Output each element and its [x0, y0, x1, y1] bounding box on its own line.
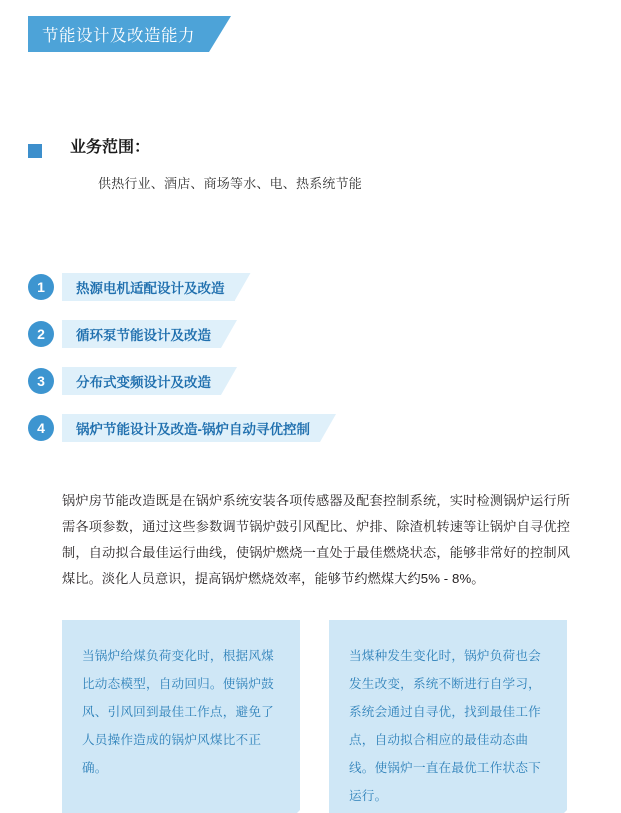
info-box	[329, 620, 567, 813]
capability-list	[28, 272, 593, 460]
step-label-tail	[221, 367, 237, 395]
list-item	[28, 272, 593, 302]
info-box	[62, 620, 300, 813]
business-scope-title-row	[28, 138, 588, 159]
section-header-banner	[28, 16, 231, 52]
business-scope-block	[28, 138, 588, 192]
header-banner-bar	[28, 16, 209, 52]
business-scope-description: 供热行业、酒店、商场等水、电、热系统节能	[98, 175, 363, 191]
step-label-wrapper	[62, 320, 237, 348]
step-label-text: 锅炉节能设计及改造-锅炉自动寻优控制	[76, 422, 310, 437]
page-title: 节能设计及改造能力	[42, 27, 195, 45]
business-scope-title: 业务范围：	[70, 139, 151, 156]
list-item	[28, 366, 593, 396]
step-label-tail	[221, 320, 237, 348]
step-label-tail	[320, 414, 336, 442]
step-label-background	[62, 273, 235, 301]
step-number-badge: 3	[28, 368, 54, 394]
info-box-text: 当锅炉给煤负荷变化时，根据风煤比动态模型，自动回归。使锅炉鼓风、引风回到最佳工作点，避免了人员操作造成的锅炉风煤比不正确。	[82, 649, 274, 775]
step-number-badge: 1	[28, 274, 54, 300]
step-label-wrapper	[62, 414, 336, 442]
info-box-group	[62, 620, 567, 813]
step-label-background	[62, 367, 221, 395]
step-label-wrapper	[62, 273, 251, 301]
square-bullet-icon	[28, 144, 42, 158]
step-label-wrapper	[62, 367, 237, 395]
header-banner-tail	[209, 16, 231, 52]
step-number-badge: 2	[28, 321, 54, 347]
info-box-text: 当煤种发生变化时，锅炉负荷也会发生改变，系统不断进行自学习，系统会通过自寻优，找到最佳工作点，自动拟合相应的最佳动态曲线。使锅炉一直在最优工作状态下运行。	[349, 649, 541, 803]
step-number-badge: 4	[28, 415, 54, 441]
step-label-text: 循环泵节能设计及改造	[76, 328, 211, 343]
step-label-background	[62, 414, 320, 442]
step-label-text: 分布式变频设计及改造	[76, 375, 211, 390]
step-label-tail	[235, 273, 251, 301]
step-label-text: 热源电机适配设计及改造	[76, 281, 225, 296]
list-item	[28, 413, 593, 443]
step-label-background	[62, 320, 221, 348]
list-item	[28, 319, 593, 349]
body-paragraph: 锅炉房节能改造既是在锅炉系统安装各项传感器及配套控制系统，实时检测锅炉运行所需各项参数，通过这些参数调节锅炉鼓引风配比、炉排、除渣机转速等让锅炉自寻优控制，自动拟合最佳运行曲线，使锅炉燃烧一直处于最佳燃烧状态，能够非常好的控制风煤比。淡化人员意识，提高锅炉燃烧效率，能够节约燃煤大约5% - 8%。	[62, 493, 570, 586]
